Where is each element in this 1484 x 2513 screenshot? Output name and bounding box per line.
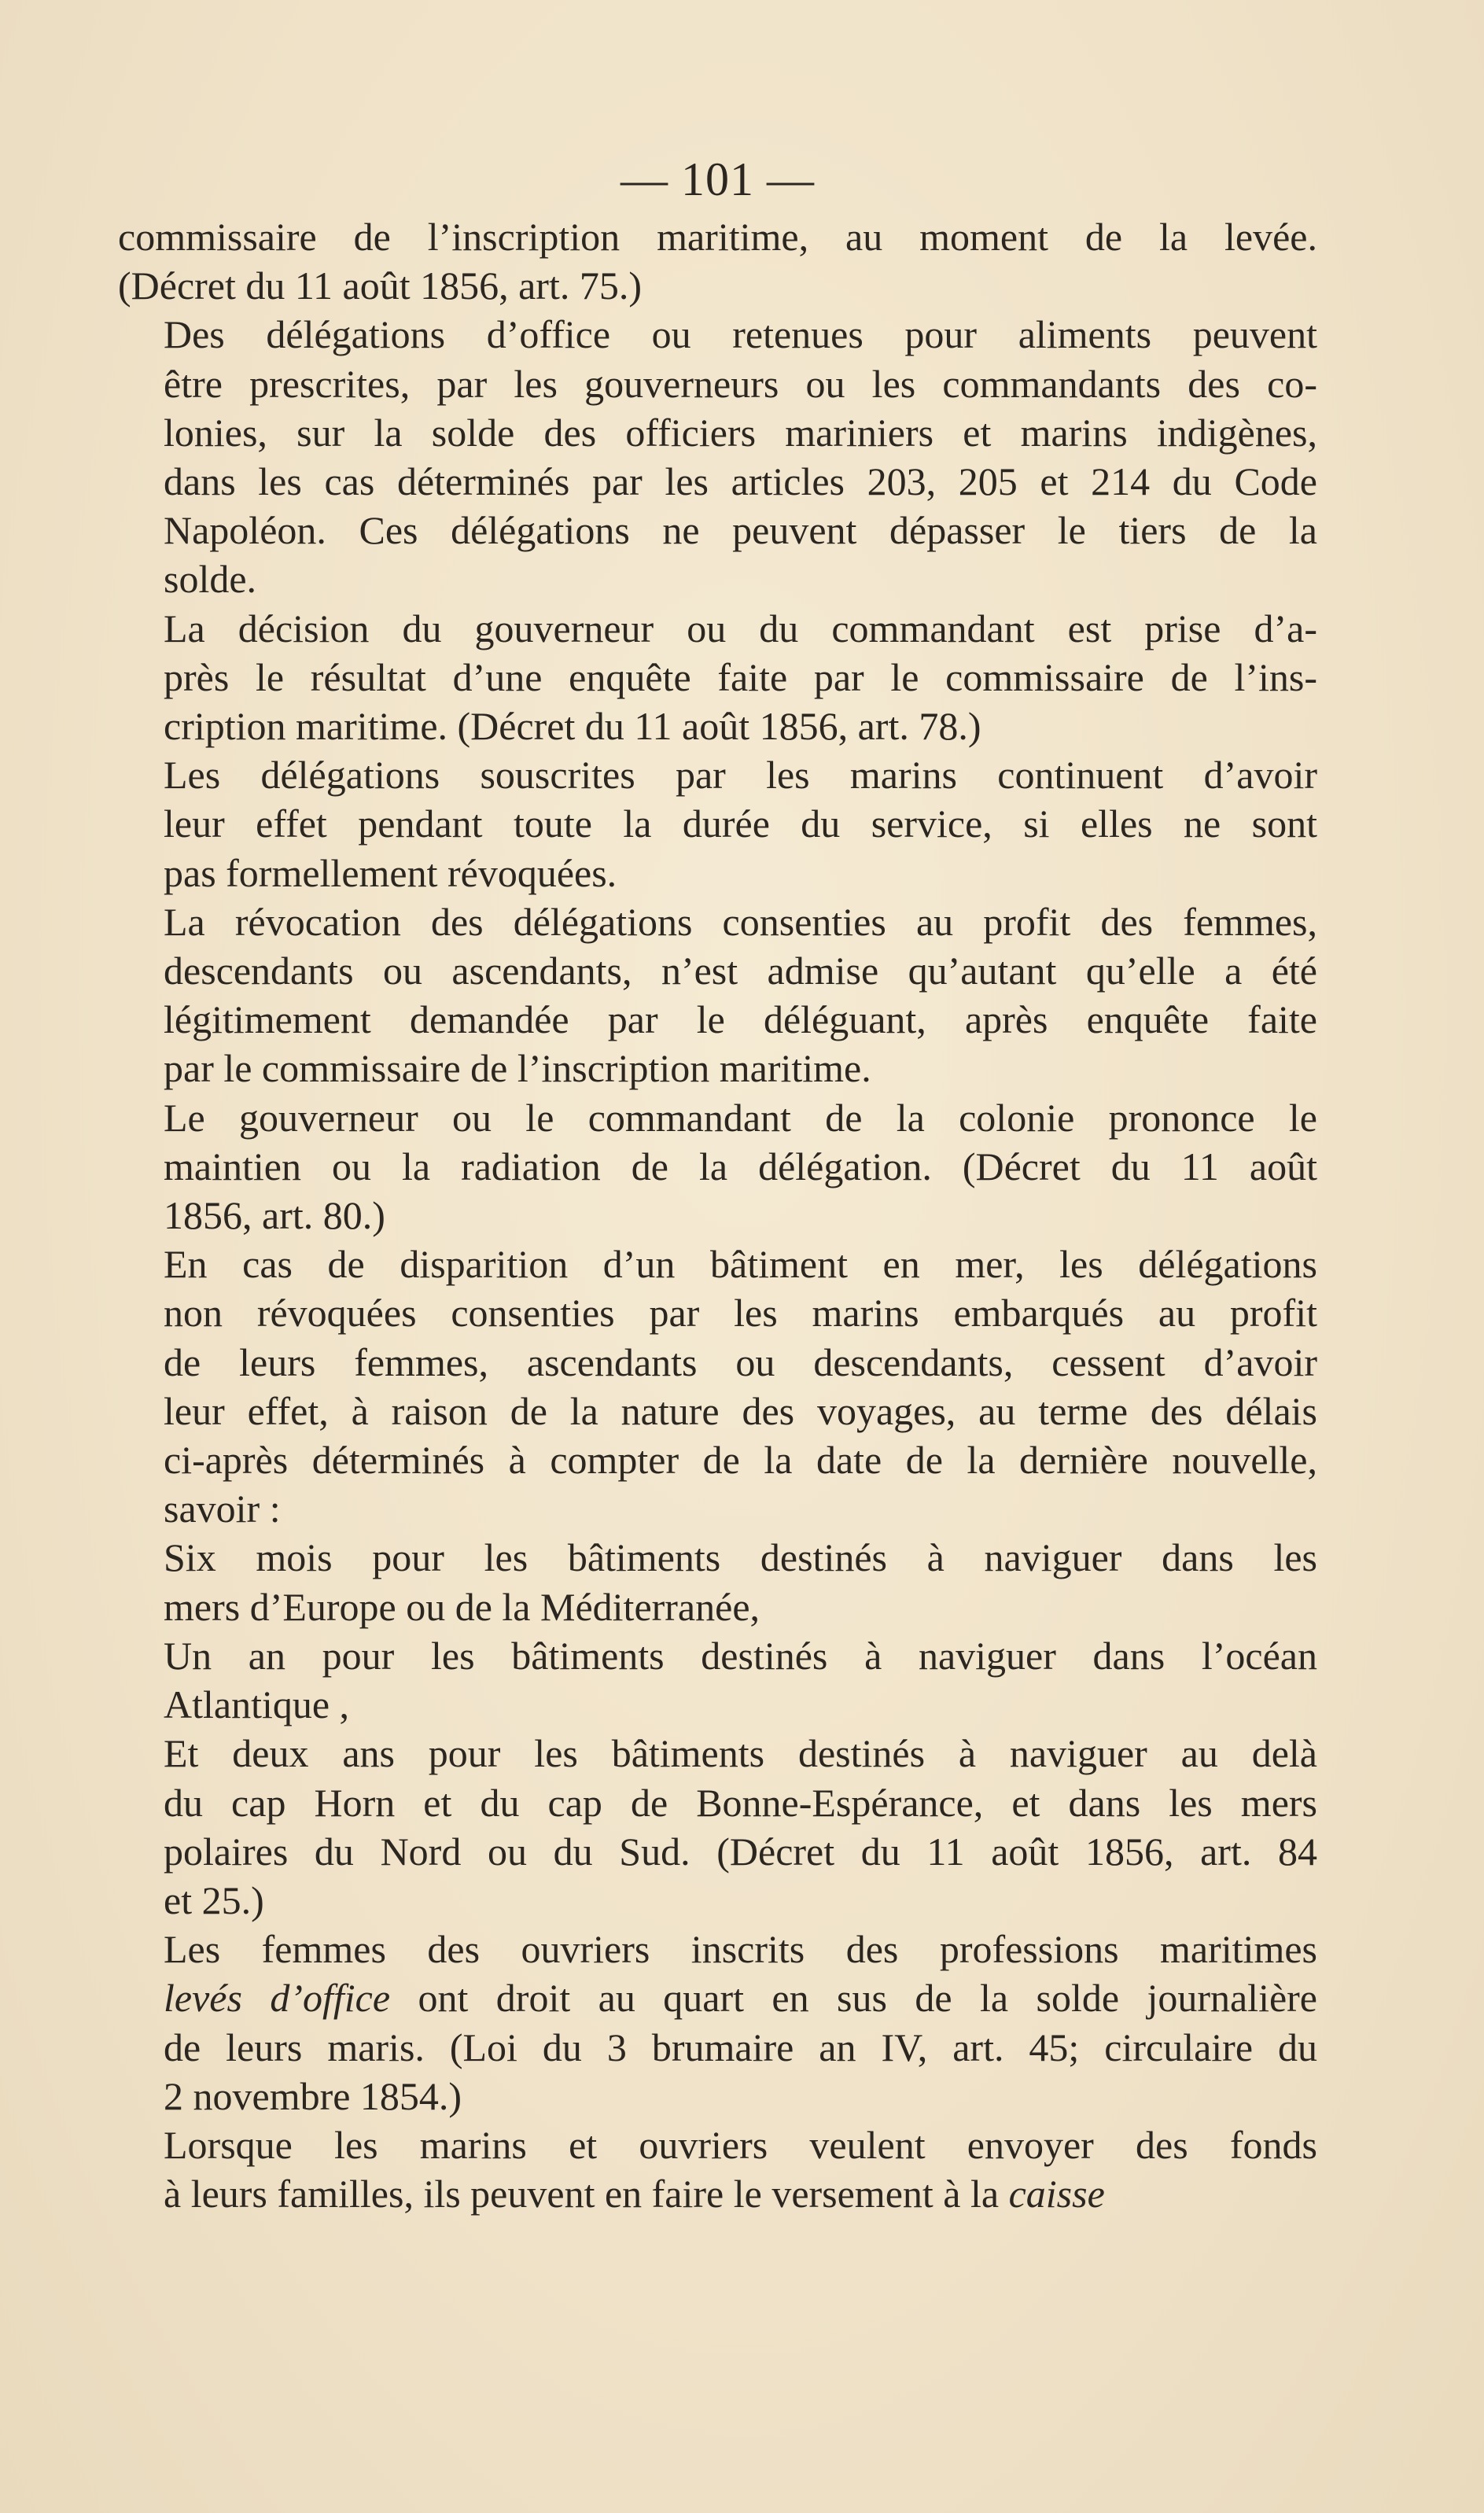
text-line: être prescrites, par les gouverneurs ou les commandants des co- xyxy=(164,361,1317,406)
text-line: de leurs maris. (Loi du 3 brumaire an IV, art. 45; circulaire du xyxy=(164,2025,1317,2069)
text-line: Les femmes des ouvriers inscrits des professions maritimes xyxy=(164,1927,1317,1972)
text-line: savoir : xyxy=(164,1487,281,1531)
text-line: pas formellement révoquées. xyxy=(164,850,617,895)
text-line: près le résultat d’une enquête faite par le commissaire de l’ins- xyxy=(164,654,1317,699)
text-line: à leurs familles, ils peuvent en faire le versement à la caisse xyxy=(164,2172,1105,2216)
text-line: par le commissaire de l’inscription maritime. xyxy=(164,1046,871,1091)
text-line: La décision du gouverneur ou du commandant est prise d’a- xyxy=(164,606,1317,650)
text-line: 1856, art. 80.) xyxy=(164,1193,385,1238)
paragraph xyxy=(118,1093,1317,1240)
text-line: dans les cas déterminés par les articles 203, 205 et 214 du Code xyxy=(164,459,1317,504)
book-page xyxy=(118,149,1317,2352)
text-line: solde. xyxy=(164,557,257,602)
paragraph xyxy=(118,1729,1317,1925)
paragraph xyxy=(118,750,1317,897)
paragraph xyxy=(118,2121,1317,2218)
paragraph xyxy=(118,897,1317,1093)
paragraph xyxy=(118,604,1317,751)
text-line: leur effet pendant toute la durée du service, si elles ne sont xyxy=(164,801,1317,846)
paragraph xyxy=(118,1240,1317,1533)
text-line: cription maritime. (Décret du 11 août 1856, art. 78.) xyxy=(164,704,981,749)
text-line: En cas de disparition d’un bâtiment en mer, les délégations xyxy=(164,1242,1317,1287)
text-line: Napoléon. Ces délégations ne peuvent dépasser le tiers de la xyxy=(164,508,1317,553)
text-line: levés d’office ont droit au quart en sus de la solde journalière xyxy=(164,1976,1317,2021)
text-line: commissaire de l’inscription maritime, au moment de la levée. xyxy=(118,215,1317,259)
paragraph xyxy=(118,310,1317,603)
text-line: (Décret du 11 août 1856, art. 75.) xyxy=(118,263,642,308)
text-line: non révoquées consenties par les marins embarqués au profit xyxy=(164,1291,1317,1336)
text-line: et 25.) xyxy=(164,1877,264,1922)
page-body-text xyxy=(118,212,1317,2218)
text-line: Les délégations souscrites par les marins continuent d’avoir xyxy=(164,753,1317,798)
paragraph xyxy=(118,1631,1317,1729)
text-line: Six mois pour les bâtiments destinés à naviguer dans les xyxy=(164,1535,1317,1580)
text-line: lonies, sur la solde des officiers mariniers et marins indigènes, xyxy=(164,410,1317,455)
text-line: La révocation des délégations consenties au profit des femmes, xyxy=(164,899,1317,944)
text-line: Lorsque les marins et ouvriers veulent envoyer des fonds xyxy=(164,2122,1317,2167)
text-line: ci-après déterminés à compter de la date de la dernière nouvelle, xyxy=(164,1438,1317,1483)
text-line: du cap Horn et du cap de Bonne-Espérance, et dans les mers xyxy=(164,1780,1317,1825)
text-line: Le gouverneur ou le commandant de la colonie prononce le xyxy=(164,1095,1317,1140)
text-line: Atlantique , xyxy=(164,1682,350,1727)
text-line: 2 novembre 1854.) xyxy=(164,2073,462,2118)
text-line: descendants ou ascendants, n’est admise qu’autant qu’elle a été xyxy=(164,949,1317,993)
text-line: Un an pour les bâtiments destinés à naviguer dans l’océan xyxy=(164,1633,1317,1678)
text-line: mers d’Europe ou de la Méditerranée, xyxy=(164,1584,760,1629)
text-line: leur effet, à raison de la nature des voyages, au terme des délais xyxy=(164,1388,1317,1433)
paragraph xyxy=(118,1533,1317,1631)
page-number: — 101 — xyxy=(620,153,815,205)
paragraph xyxy=(118,1925,1317,2121)
text-line: maintien ou la radiation de la délégation. (Décret du 11 août xyxy=(164,1144,1317,1188)
text-line: légitimement demandée par le déléguant, après enquête faite xyxy=(164,997,1317,1042)
text-line: de leurs femmes, ascendants ou descendants, cessent d’avoir xyxy=(164,1339,1317,1384)
text-line: Des délégations d’office ou retenues pour aliments peuvent xyxy=(164,312,1317,357)
paragraph xyxy=(118,212,1317,310)
text-line: polaires du Nord ou du Sud. (Décret du 11 août 1856, art. 84 xyxy=(164,1829,1317,1874)
text-line: Et deux ans pour les bâtiments destinés à naviguer au delà xyxy=(164,1731,1317,1776)
